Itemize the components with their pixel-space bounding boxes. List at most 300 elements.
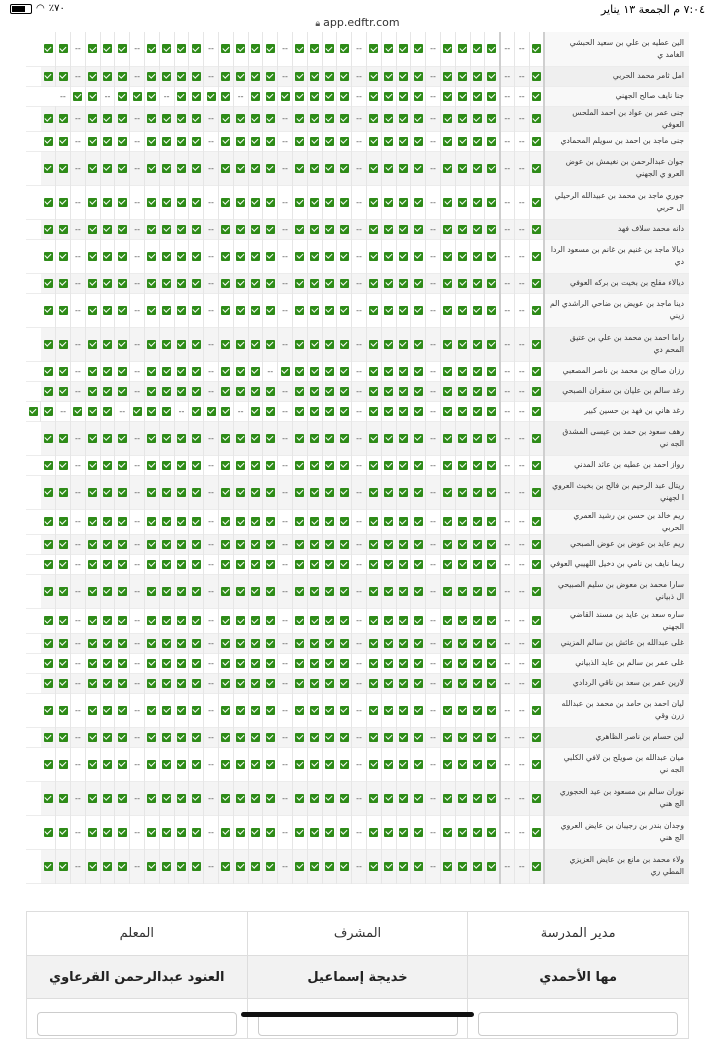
attendance-check-cell[interactable] xyxy=(85,633,100,653)
attendance-check-cell[interactable] xyxy=(233,381,248,401)
attendance-empty-cell[interactable] xyxy=(500,633,515,653)
attendance-check-cell[interactable] xyxy=(144,509,159,534)
attendance-check-cell[interactable] xyxy=(41,574,56,608)
attendance-check-cell[interactable] xyxy=(56,747,71,781)
attendance-check-cell[interactable] xyxy=(174,534,189,554)
attendance-empty-cell[interactable] xyxy=(130,693,145,727)
attendance-check-cell[interactable] xyxy=(292,273,307,293)
attendance-empty-cell[interactable] xyxy=(278,131,293,151)
attendance-empty-cell[interactable] xyxy=(500,693,515,727)
attendance-check-cell[interactable] xyxy=(485,727,500,747)
attendance-check-cell[interactable] xyxy=(292,185,307,219)
attendance-check-cell[interactable] xyxy=(529,509,544,534)
attendance-check-cell[interactable] xyxy=(56,509,71,534)
attendance-check-cell[interactable] xyxy=(440,219,455,239)
attendance-check-cell[interactable] xyxy=(56,455,71,475)
attendance-check-cell[interactable] xyxy=(411,554,426,574)
attendance-empty-cell[interactable] xyxy=(56,86,71,106)
attendance-check-cell[interactable] xyxy=(41,273,56,293)
attendance-check-cell[interactable] xyxy=(159,815,174,849)
attendance-check-cell[interactable] xyxy=(71,401,86,421)
attendance-check-cell[interactable] xyxy=(411,381,426,401)
attendance-check-cell[interactable] xyxy=(396,273,411,293)
attendance-empty-cell[interactable] xyxy=(514,554,529,574)
attendance-check-cell[interactable] xyxy=(396,401,411,421)
attendance-empty-cell[interactable] xyxy=(352,673,367,693)
attendance-check-cell[interactable] xyxy=(470,273,485,293)
attendance-check-cell[interactable] xyxy=(470,633,485,653)
attendance-empty-cell[interactable] xyxy=(426,747,441,781)
attendance-empty-cell[interactable] xyxy=(71,219,86,239)
attendance-check-cell[interactable] xyxy=(130,401,145,421)
attendance-check-cell[interactable] xyxy=(455,185,470,219)
attendance-check-cell[interactable] xyxy=(189,106,204,131)
attendance-check-cell[interactable] xyxy=(130,86,145,106)
attendance-empty-cell[interactable] xyxy=(352,608,367,633)
attendance-check-cell[interactable] xyxy=(485,534,500,554)
attendance-check-cell[interactable] xyxy=(56,293,71,327)
attendance-check-cell[interactable] xyxy=(322,815,337,849)
attendance-check-cell[interactable] xyxy=(56,381,71,401)
attendance-check-cell[interactable] xyxy=(218,401,233,421)
attendance-check-cell[interactable] xyxy=(248,554,263,574)
attendance-check-cell[interactable] xyxy=(248,673,263,693)
attendance-check-cell[interactable] xyxy=(85,673,100,693)
attendance-empty-cell[interactable] xyxy=(352,693,367,727)
attendance-empty-cell[interactable] xyxy=(130,32,145,66)
attendance-check-cell[interactable] xyxy=(233,32,248,66)
attendance-check-cell[interactable] xyxy=(337,66,352,86)
attendance-check-cell[interactable] xyxy=(337,693,352,727)
attendance-check-cell[interactable] xyxy=(529,653,544,673)
attendance-check-cell[interactable] xyxy=(263,849,278,883)
attendance-empty-cell[interactable] xyxy=(204,239,219,273)
attendance-check-cell[interactable] xyxy=(218,781,233,815)
attendance-check-cell[interactable] xyxy=(455,381,470,401)
attendance-check-cell[interactable] xyxy=(455,361,470,381)
attendance-empty-cell[interactable] xyxy=(352,633,367,653)
attendance-check-cell[interactable] xyxy=(159,421,174,455)
attendance-check-cell[interactable] xyxy=(233,653,248,673)
attendance-check-cell[interactable] xyxy=(470,455,485,475)
attendance-check-cell[interactable] xyxy=(337,534,352,554)
attendance-empty-cell[interactable] xyxy=(352,273,367,293)
attendance-check-cell[interactable] xyxy=(115,693,130,727)
attendance-check-cell[interactable] xyxy=(41,554,56,574)
attendance-check-cell[interactable] xyxy=(381,381,396,401)
attendance-check-cell[interactable] xyxy=(337,131,352,151)
attendance-check-cell[interactable] xyxy=(307,327,322,361)
attendance-check-cell[interactable] xyxy=(159,554,174,574)
attendance-check-cell[interactable] xyxy=(337,239,352,273)
attendance-check-cell[interactable] xyxy=(189,273,204,293)
attendance-empty-cell[interactable] xyxy=(426,86,441,106)
attendance-empty-cell[interactable] xyxy=(500,747,515,781)
attendance-check-cell[interactable] xyxy=(366,554,381,574)
attendance-check-cell[interactable] xyxy=(85,574,100,608)
attendance-check-cell[interactable] xyxy=(85,32,100,66)
attendance-check-cell[interactable] xyxy=(292,554,307,574)
attendance-check-cell[interactable] xyxy=(189,327,204,361)
attendance-check-cell[interactable] xyxy=(381,106,396,131)
attendance-check-cell[interactable] xyxy=(307,693,322,727)
attendance-check-cell[interactable] xyxy=(233,151,248,185)
attendance-check-cell[interactable] xyxy=(189,608,204,633)
attendance-check-cell[interactable] xyxy=(115,361,130,381)
attendance-check-cell[interactable] xyxy=(307,727,322,747)
attendance-empty-cell[interactable] xyxy=(352,151,367,185)
attendance-check-cell[interactable] xyxy=(485,781,500,815)
attendance-check-cell[interactable] xyxy=(189,131,204,151)
attendance-check-cell[interactable] xyxy=(218,673,233,693)
attendance-check-cell[interactable] xyxy=(440,574,455,608)
attendance-check-cell[interactable] xyxy=(100,421,115,455)
attendance-check-cell[interactable] xyxy=(292,151,307,185)
attendance-check-cell[interactable] xyxy=(381,361,396,381)
attendance-check-cell[interactable] xyxy=(189,509,204,534)
attendance-empty-cell[interactable] xyxy=(500,421,515,455)
attendance-check-cell[interactable] xyxy=(470,66,485,86)
attendance-check-cell[interactable] xyxy=(85,421,100,455)
attendance-check-cell[interactable] xyxy=(174,509,189,534)
attendance-check-cell[interactable] xyxy=(56,151,71,185)
attendance-check-cell[interactable] xyxy=(485,849,500,883)
attendance-check-cell[interactable] xyxy=(248,455,263,475)
attendance-empty-cell[interactable] xyxy=(278,185,293,219)
attendance-empty-cell[interactable] xyxy=(71,131,86,151)
attendance-check-cell[interactable] xyxy=(56,421,71,455)
attendance-empty-cell[interactable] xyxy=(426,327,441,361)
attendance-check-cell[interactable] xyxy=(307,32,322,66)
attendance-check-cell[interactable] xyxy=(307,131,322,151)
attendance-empty-cell[interactable] xyxy=(71,608,86,633)
attendance-check-cell[interactable] xyxy=(233,608,248,633)
attendance-check-cell[interactable] xyxy=(529,781,544,815)
attendance-empty-cell[interactable] xyxy=(204,815,219,849)
attendance-check-cell[interactable] xyxy=(529,727,544,747)
attendance-check-cell[interactable] xyxy=(322,381,337,401)
attendance-check-cell[interactable] xyxy=(174,781,189,815)
attendance-check-cell[interactable] xyxy=(144,327,159,361)
attendance-empty-cell[interactable] xyxy=(71,574,86,608)
attendance-empty-cell[interactable] xyxy=(514,381,529,401)
attendance-check-cell[interactable] xyxy=(56,32,71,66)
attendance-check-cell[interactable] xyxy=(41,673,56,693)
attendance-empty-cell[interactable] xyxy=(426,32,441,66)
attendance-check-cell[interactable] xyxy=(396,293,411,327)
attendance-check-cell[interactable] xyxy=(381,633,396,653)
attendance-empty-cell[interactable] xyxy=(130,273,145,293)
attendance-check-cell[interactable] xyxy=(485,185,500,219)
attendance-check-cell[interactable] xyxy=(381,66,396,86)
attendance-check-cell[interactable] xyxy=(381,554,396,574)
attendance-check-cell[interactable] xyxy=(278,86,293,106)
attendance-check-cell[interactable] xyxy=(85,239,100,273)
attendance-empty-cell[interactable] xyxy=(426,421,441,455)
attendance-empty-cell[interactable] xyxy=(130,554,145,574)
attendance-check-cell[interactable] xyxy=(307,185,322,219)
attendance-check-cell[interactable] xyxy=(263,66,278,86)
attendance-check-cell[interactable] xyxy=(366,66,381,86)
attendance-check-cell[interactable] xyxy=(159,849,174,883)
attendance-empty-cell[interactable] xyxy=(71,106,86,131)
attendance-check-cell[interactable] xyxy=(159,273,174,293)
attendance-check-cell[interactable] xyxy=(292,608,307,633)
attendance-empty-cell[interactable] xyxy=(204,361,219,381)
attendance-empty-cell[interactable] xyxy=(278,293,293,327)
attendance-check-cell[interactable] xyxy=(100,574,115,608)
attendance-check-cell[interactable] xyxy=(189,475,204,509)
attendance-check-cell[interactable] xyxy=(381,574,396,608)
attendance-empty-cell[interactable] xyxy=(130,151,145,185)
attendance-empty-cell[interactable] xyxy=(71,361,86,381)
attendance-check-cell[interactable] xyxy=(218,239,233,273)
attendance-empty-cell[interactable] xyxy=(100,86,115,106)
attendance-check-cell[interactable] xyxy=(485,401,500,421)
attendance-check-cell[interactable] xyxy=(470,131,485,151)
attendance-check-cell[interactable] xyxy=(144,66,159,86)
attendance-check-cell[interactable] xyxy=(470,185,485,219)
attendance-empty-cell[interactable] xyxy=(500,781,515,815)
attendance-check-cell[interactable] xyxy=(322,239,337,273)
attendance-empty-cell[interactable] xyxy=(352,815,367,849)
attendance-check-cell[interactable] xyxy=(322,534,337,554)
attendance-check-cell[interactable] xyxy=(174,239,189,273)
attendance-empty-cell[interactable] xyxy=(71,273,86,293)
attendance-check-cell[interactable] xyxy=(218,293,233,327)
attendance-check-cell[interactable] xyxy=(411,421,426,455)
attendance-check-cell[interactable] xyxy=(144,361,159,381)
attendance-empty-cell[interactable] xyxy=(352,66,367,86)
attendance-check-cell[interactable] xyxy=(307,219,322,239)
attendance-check-cell[interactable] xyxy=(248,327,263,361)
attendance-check-cell[interactable] xyxy=(144,633,159,653)
attendance-check-cell[interactable] xyxy=(440,327,455,361)
attendance-check-cell[interactable] xyxy=(337,86,352,106)
attendance-check-cell[interactable] xyxy=(278,361,293,381)
attendance-check-cell[interactable] xyxy=(189,455,204,475)
attendance-check-cell[interactable] xyxy=(455,815,470,849)
attendance-check-cell[interactable] xyxy=(470,219,485,239)
attendance-check-cell[interactable] xyxy=(366,608,381,633)
attendance-check-cell[interactable] xyxy=(263,633,278,653)
attendance-check-cell[interactable] xyxy=(396,633,411,653)
attendance-check-cell[interactable] xyxy=(218,633,233,653)
attendance-check-cell[interactable] xyxy=(307,781,322,815)
attendance-check-cell[interactable] xyxy=(411,239,426,273)
attendance-check-cell[interactable] xyxy=(440,106,455,131)
attendance-check-cell[interactable] xyxy=(159,219,174,239)
attendance-check-cell[interactable] xyxy=(322,131,337,151)
attendance-check-cell[interactable] xyxy=(100,509,115,534)
attendance-check-cell[interactable] xyxy=(144,106,159,131)
attendance-empty-cell[interactable] xyxy=(352,86,367,106)
attendance-empty-cell[interactable] xyxy=(204,747,219,781)
attendance-empty-cell[interactable] xyxy=(514,574,529,608)
attendance-check-cell[interactable] xyxy=(485,381,500,401)
attendance-check-cell[interactable] xyxy=(396,815,411,849)
attendance-empty-cell[interactable] xyxy=(352,106,367,131)
attendance-check-cell[interactable] xyxy=(322,401,337,421)
attendance-empty-cell[interactable] xyxy=(352,849,367,883)
attendance-check-cell[interactable] xyxy=(396,381,411,401)
attendance-check-cell[interactable] xyxy=(115,781,130,815)
attendance-check-cell[interactable] xyxy=(440,673,455,693)
attendance-check-cell[interactable] xyxy=(189,693,204,727)
attendance-check-cell[interactable] xyxy=(248,381,263,401)
attendance-check-cell[interactable] xyxy=(159,633,174,653)
attendance-check-cell[interactable] xyxy=(292,239,307,273)
attendance-check-cell[interactable] xyxy=(322,151,337,185)
attendance-check-cell[interactable] xyxy=(529,693,544,727)
attendance-empty-cell[interactable] xyxy=(204,106,219,131)
attendance-check-cell[interactable] xyxy=(174,185,189,219)
attendance-empty-cell[interactable] xyxy=(204,554,219,574)
attendance-check-cell[interactable] xyxy=(174,455,189,475)
attendance-check-cell[interactable] xyxy=(233,219,248,239)
attendance-check-cell[interactable] xyxy=(100,455,115,475)
attendance-check-cell[interactable] xyxy=(218,554,233,574)
attendance-check-cell[interactable] xyxy=(100,66,115,86)
attendance-check-cell[interactable] xyxy=(470,361,485,381)
attendance-empty-cell[interactable] xyxy=(500,673,515,693)
attendance-empty-cell[interactable] xyxy=(130,421,145,455)
attendance-check-cell[interactable] xyxy=(159,781,174,815)
attendance-check-cell[interactable] xyxy=(189,86,204,106)
attendance-check-cell[interactable] xyxy=(189,815,204,849)
attendance-check-cell[interactable] xyxy=(263,293,278,327)
attendance-check-cell[interactable] xyxy=(307,574,322,608)
attendance-empty-cell[interactable] xyxy=(500,327,515,361)
attendance-check-cell[interactable] xyxy=(218,608,233,633)
attendance-empty-cell[interactable] xyxy=(278,509,293,534)
attendance-empty-cell[interactable] xyxy=(500,151,515,185)
attendance-check-cell[interactable] xyxy=(233,455,248,475)
attendance-check-cell[interactable] xyxy=(248,727,263,747)
attendance-check-cell[interactable] xyxy=(85,747,100,781)
attendance-check-cell[interactable] xyxy=(100,151,115,185)
attendance-check-cell[interactable] xyxy=(144,653,159,673)
attendance-check-cell[interactable] xyxy=(381,401,396,421)
attendance-check-cell[interactable] xyxy=(455,509,470,534)
attendance-empty-cell[interactable] xyxy=(514,421,529,455)
attendance-empty-cell[interactable] xyxy=(426,106,441,131)
attendance-check-cell[interactable] xyxy=(56,66,71,86)
attendance-check-cell[interactable] xyxy=(366,381,381,401)
attendance-empty-cell[interactable] xyxy=(130,633,145,653)
attendance-check-cell[interactable] xyxy=(396,32,411,66)
attendance-check-cell[interactable] xyxy=(174,219,189,239)
attendance-check-cell[interactable] xyxy=(411,361,426,381)
attendance-check-cell[interactable] xyxy=(174,475,189,509)
attendance-check-cell[interactable] xyxy=(56,574,71,608)
attendance-check-cell[interactable] xyxy=(337,653,352,673)
attendance-check-cell[interactable] xyxy=(440,185,455,219)
attendance-empty-cell[interactable] xyxy=(71,534,86,554)
attendance-empty-cell[interactable] xyxy=(426,475,441,509)
attendance-empty-cell[interactable] xyxy=(352,293,367,327)
attendance-check-cell[interactable] xyxy=(115,574,130,608)
attendance-check-cell[interactable] xyxy=(100,781,115,815)
attendance-check-cell[interactable] xyxy=(322,455,337,475)
attendance-check-cell[interactable] xyxy=(100,239,115,273)
attendance-check-cell[interactable] xyxy=(189,421,204,455)
attendance-check-cell[interactable] xyxy=(56,219,71,239)
attendance-check-cell[interactable] xyxy=(381,185,396,219)
attendance-check-cell[interactable] xyxy=(485,747,500,781)
attendance-check-cell[interactable] xyxy=(396,608,411,633)
attendance-check-cell[interactable] xyxy=(381,273,396,293)
attendance-check-cell[interactable] xyxy=(470,693,485,727)
attendance-check-cell[interactable] xyxy=(100,32,115,66)
attendance-check-cell[interactable] xyxy=(218,106,233,131)
attendance-empty-cell[interactable] xyxy=(514,32,529,66)
attendance-check-cell[interactable] xyxy=(248,693,263,727)
attendance-check-cell[interactable] xyxy=(455,131,470,151)
attendance-empty-cell[interactable] xyxy=(500,381,515,401)
attendance-check-cell[interactable] xyxy=(381,849,396,883)
attendance-check-cell[interactable] xyxy=(144,219,159,239)
attendance-check-cell[interactable] xyxy=(337,475,352,509)
attendance-check-cell[interactable] xyxy=(56,815,71,849)
attendance-check-cell[interactable] xyxy=(248,475,263,509)
attendance-check-cell[interactable] xyxy=(529,86,544,106)
attendance-check-cell[interactable] xyxy=(41,106,56,131)
attendance-check-cell[interactable] xyxy=(233,574,248,608)
attendance-check-cell[interactable] xyxy=(529,421,544,455)
attendance-check-cell[interactable] xyxy=(396,475,411,509)
attendance-check-cell[interactable] xyxy=(100,106,115,131)
attendance-check-cell[interactable] xyxy=(159,185,174,219)
attendance-check-cell[interactable] xyxy=(455,849,470,883)
attendance-empty-cell[interactable] xyxy=(500,401,515,421)
attendance-check-cell[interactable] xyxy=(322,185,337,219)
attendance-check-cell[interactable] xyxy=(381,32,396,66)
attendance-check-cell[interactable] xyxy=(366,574,381,608)
attendance-check-cell[interactable] xyxy=(411,455,426,475)
attendance-check-cell[interactable] xyxy=(263,401,278,421)
attendance-empty-cell[interactable] xyxy=(204,693,219,727)
attendance-check-cell[interactable] xyxy=(263,653,278,673)
attendance-empty-cell[interactable] xyxy=(426,574,441,608)
attendance-check-cell[interactable] xyxy=(100,273,115,293)
attendance-empty-cell[interactable] xyxy=(500,455,515,475)
attendance-empty-cell[interactable] xyxy=(278,421,293,455)
attendance-check-cell[interactable] xyxy=(41,815,56,849)
attendance-check-cell[interactable] xyxy=(115,86,130,106)
attendance-check-cell[interactable] xyxy=(263,554,278,574)
attendance-check-cell[interactable] xyxy=(381,293,396,327)
attendance-check-cell[interactable] xyxy=(189,381,204,401)
attendance-check-cell[interactable] xyxy=(529,815,544,849)
attendance-check-cell[interactable] xyxy=(529,574,544,608)
attendance-empty-cell[interactable] xyxy=(426,693,441,727)
attendance-check-cell[interactable] xyxy=(396,653,411,673)
attendance-check-cell[interactable] xyxy=(381,327,396,361)
attendance-check-cell[interactable] xyxy=(529,534,544,554)
attendance-check-cell[interactable] xyxy=(470,239,485,273)
attendance-check-cell[interactable] xyxy=(381,509,396,534)
attendance-check-cell[interactable] xyxy=(411,151,426,185)
attendance-empty-cell[interactable] xyxy=(159,86,174,106)
attendance-check-cell[interactable] xyxy=(115,534,130,554)
attendance-check-cell[interactable] xyxy=(263,608,278,633)
attendance-empty-cell[interactable] xyxy=(130,534,145,554)
attendance-check-cell[interactable] xyxy=(292,747,307,781)
attendance-check-cell[interactable] xyxy=(337,747,352,781)
attendance-check-cell[interactable] xyxy=(366,673,381,693)
attendance-check-cell[interactable] xyxy=(396,574,411,608)
